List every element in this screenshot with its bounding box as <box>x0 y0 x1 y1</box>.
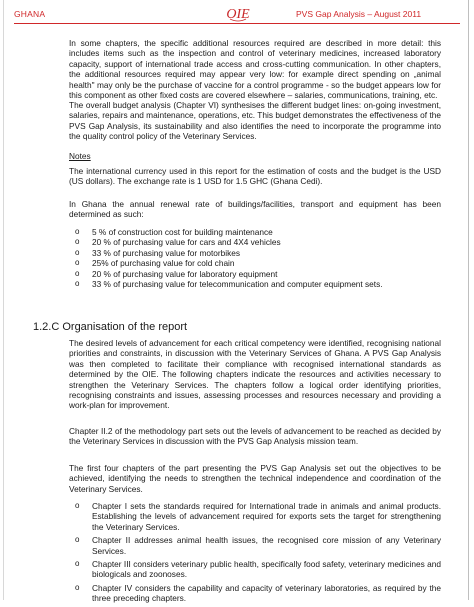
chapter-list <box>69 501 441 607</box>
paragraph-resources: In some chapters, the specific additional resources required are described in more detail: this includes items such as the inspection and control of veterinary medicines, increased laboratory capacity, support of international trade access and cross-cutting communication. In other chapters, the additional resources required may appear very low: for example direct spending on „animal health" may only be the purchase of vaccine for a control programme - so the budget appears low for this component as other fixed costs are covered elsewhere – salaries, communications, training, etc. <box>69 38 441 101</box>
oie-logo-text: OIE <box>226 7 250 22</box>
bullet-icon: o <box>75 247 80 257</box>
header-title: PVS Gap Analysis – August 2011 <box>296 9 422 19</box>
renewal-rate-list <box>69 227 449 289</box>
bullet-icon: o <box>75 279 80 289</box>
paragraph-desired-levels: The desired levels of advancement for each critical competency were identified, recognising national priorities and constraints, in discussion with the Veterinary Services of Ghana. A PVS Gap Analysis was then completed to facilitate their compliance with recognised international standards as determined by the OIE. The following chapters indicate the resources and activities necessary to strengthen the Veterinary Services. The chapters follow a logical order identifying priorities, recognising constraints and issues, assessing processes and resources necessary and providing a work-plan for improvement. <box>69 338 441 411</box>
paragraph-renewal-intro: In Ghana the annual renewal rate of buildings/facilities, transport and equipment has been determined as such: <box>69 199 441 220</box>
list-item: o 33 % of purchasing value for telecommunication and computer equipment sets. <box>75 279 383 290</box>
bullet-icon: o <box>75 227 80 236</box>
bullet-icon: o <box>75 559 80 569</box>
list-item: o 5 % of construction cost for building maintenance <box>75 227 273 237</box>
list-item: o Chapter III considers veterinary public health, specifically food safety, veterinary medicines and biologicals and zoonoses. <box>75 559 441 580</box>
bullet-icon: o <box>75 501 80 510</box>
notes-heading: Notes <box>69 151 91 161</box>
paragraph-first-chapters: The first four chapters of the part presenting the PVS Gap Analysis set out the objectives to be achieved, identifying the needs to strengthen the technical independence and coordination of the Veterinary Services. <box>69 463 441 494</box>
list-item: o 25% of purchasing value for cold chain <box>75 258 235 269</box>
bullet-icon: o <box>75 582 80 592</box>
bullet-icon: o <box>75 268 80 278</box>
bullet-icon: o <box>75 258 80 268</box>
paragraph-currency: The international currency used in this report for the estimation of costs and the budget is the USD (US dollars). The exchange rate is 1 USD for 1.5 GHC (Ghana Cedi). <box>69 166 441 187</box>
list-item: o 20 % of purchasing value for cars and 4X4 vehicles <box>75 237 281 248</box>
list-item: o Chapter IV considers the capability and capacity of veterinary laboratories, as required by the three preceding chapters. <box>75 582 441 604</box>
bullet-icon: o <box>75 535 80 545</box>
paragraph-budget-analysis: The overall budget analysis (Chapter VI) synthesises the different budget lines: on-going investment, salaries, repairs and maintenance, operations, etc. This budget demonstrates the effectiveness of the PVS Gap Analysis, its sustainability and also identifies the need to incorporate the programme into the quality control policy of the Veterinary Services. <box>69 100 441 142</box>
section-heading: 1.2.C Organisation of the report <box>33 321 188 333</box>
list-item: o Chapter I sets the standards required for International trade in animals and animal products. Establishing the levels of advancement required for exports sets the target for strengthening the Veterinary Services. <box>75 501 441 532</box>
header-country: GHANA <box>14 9 46 19</box>
list-item: o 20 % of purchasing value for laboratory equipment <box>75 268 278 279</box>
list-item: o Chapter II addresses animal health issues, the recognised core mission of any Veterinary Services. <box>75 535 441 556</box>
list-item: o 33 % of purchasing value for motorbikes <box>75 247 241 258</box>
paragraph-methodology: Chapter II.2 of the methodology part sets out the levels of advancement to be reached as decided by the Veterinary Services in discussion with the PVS Gap Analysis mission team. <box>69 426 441 447</box>
bullet-icon: o <box>75 237 80 247</box>
